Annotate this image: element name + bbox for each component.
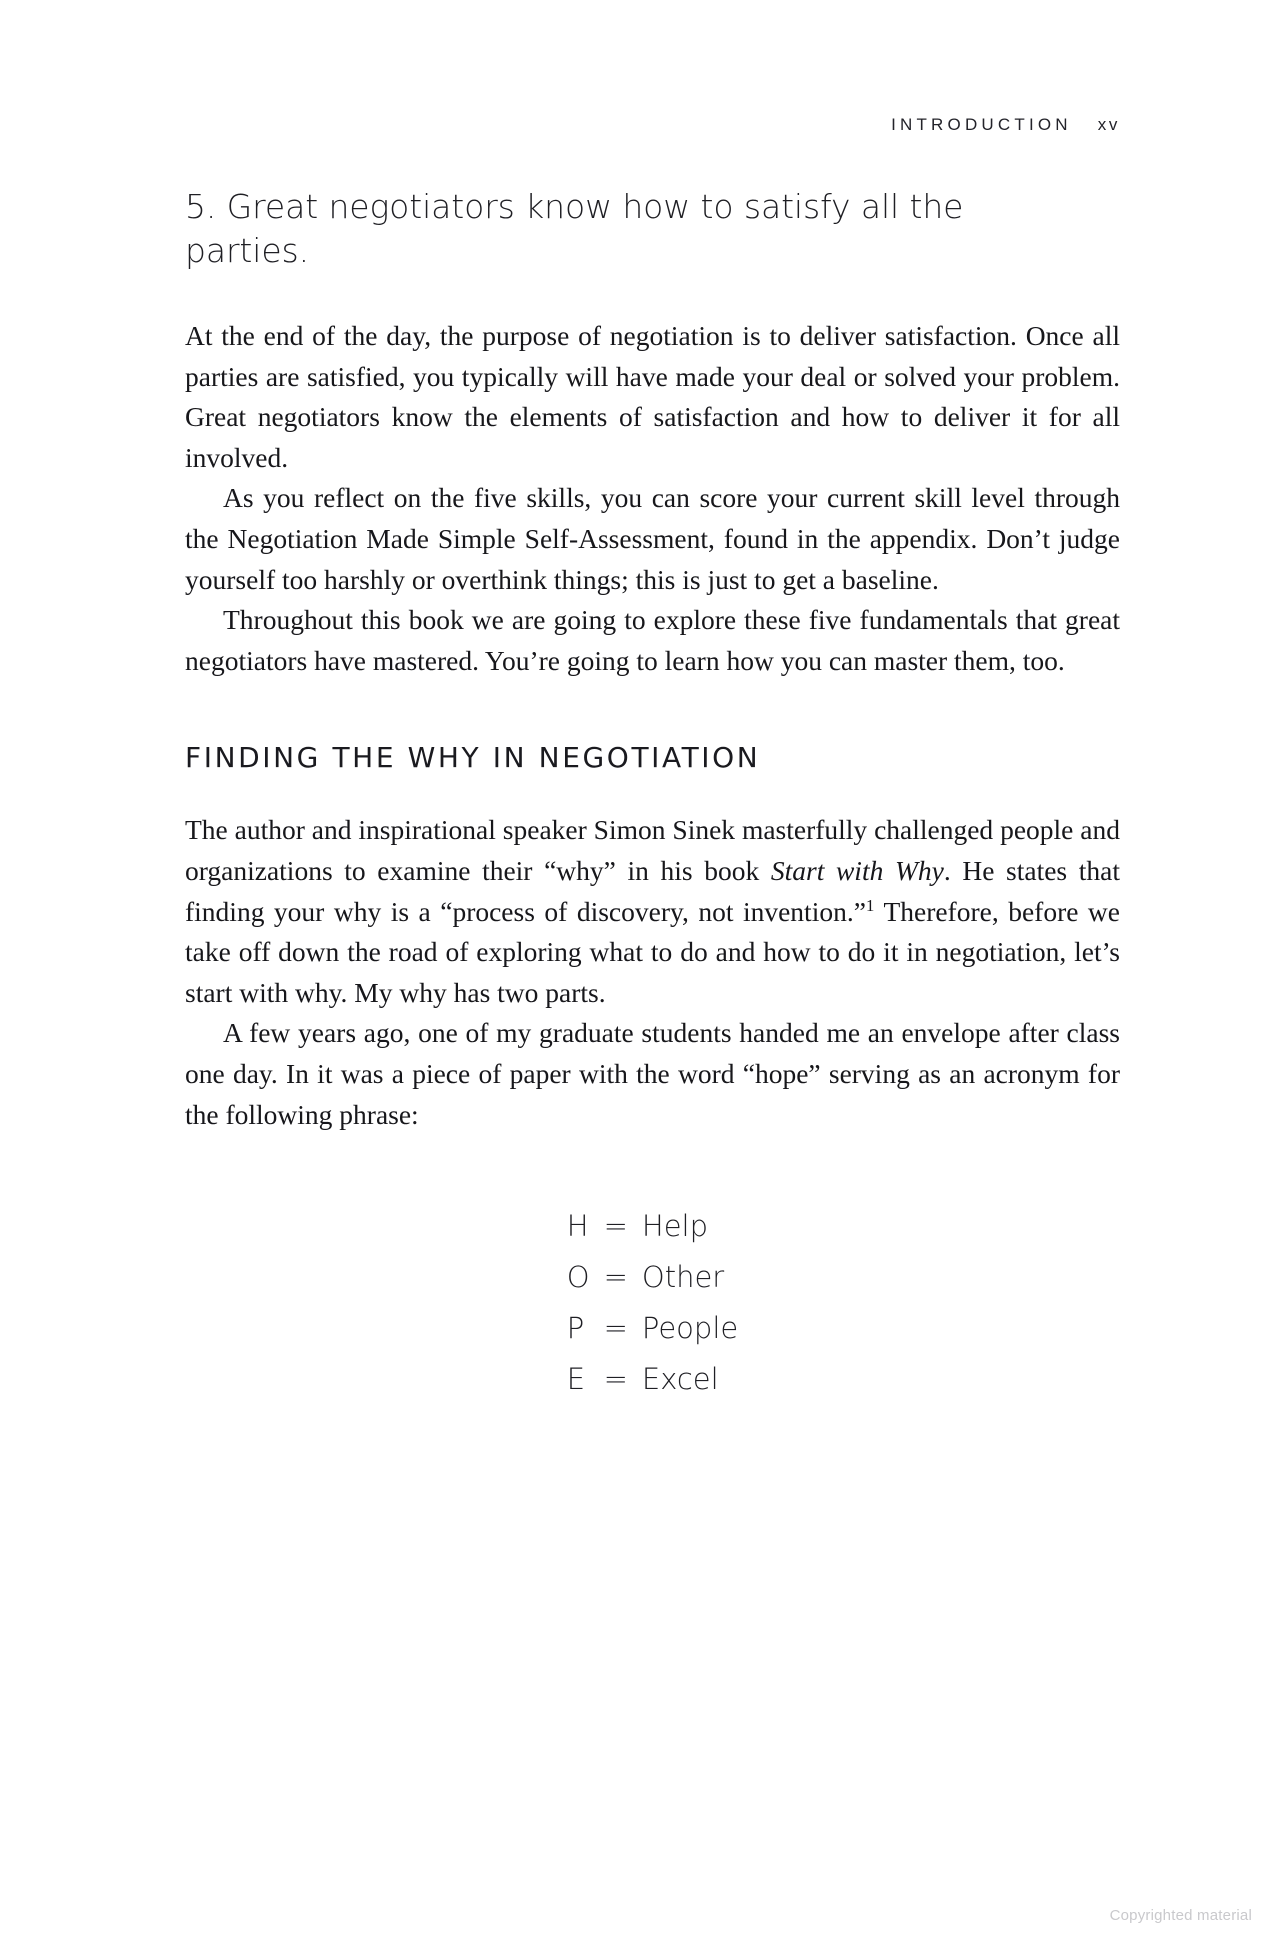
skill-heading: 5. Great negotiators know how to satisfy all the parties. (185, 187, 964, 270)
acronym-row (567, 1354, 739, 1405)
footnote-reference-marker: 1 (865, 895, 875, 915)
page-folio-number: xv (1097, 115, 1120, 134)
acronym-letter: E (566, 1362, 586, 1397)
running-header (185, 115, 1120, 135)
acronym-letter: P (566, 1311, 585, 1346)
paragraph-4-lead-text: The author and inspirational speaker Simon Sinek masterfully challenged people and organizations to examine their “why” in his book (185, 814, 1120, 887)
body-paragraph-1: At the end of the day, the purpose of negotiation is to deliver satisfaction. Once all parties are satisfied, you typically will have made your deal or solved your problem. Great negotiators know the elements of satisfaction and how to deliver it for all involved. (185, 320, 1120, 473)
acronym-equals-sign: = (603, 1209, 628, 1244)
body-paragraph-2: As you reflect on the five skills, you can score your current skill level through the Negotiation Made Simple Self-Assessment, found in the appendix. Don’t judge yourself too harshly or overthink things; this is just to get a baseline. (185, 482, 1120, 595)
book-title-italic: Start with Why (770, 855, 944, 887)
acronym-block (185, 1201, 1120, 1405)
body-paragraph-5: A few years ago, one of my graduate students handed me an envelope after class one day. In it was a piece of paper with the word “hope” serving as an acronym for the following phrase: (185, 1017, 1120, 1130)
copyrighted-material-note: Copyrighted material (1109, 1907, 1252, 1924)
acronym-word: People (641, 1311, 739, 1346)
body-paragraph-3: Throughout this book we are going to explore these five fundamentals that great negotiators have mastered. You’re going to learn how you can master them, too. (185, 604, 1120, 676)
acronym-equals-sign: = (603, 1362, 628, 1397)
acronym-word: Help (641, 1209, 709, 1244)
acronym-letter: H (566, 1209, 589, 1244)
acronym-equals-sign: = (603, 1260, 628, 1295)
acronym-row (567, 1303, 739, 1354)
acronym-equals-sign: = (603, 1311, 628, 1346)
acronym-word: Other (641, 1260, 725, 1295)
running-header-section-title: INTRODUCTION (891, 115, 1072, 134)
acronym-letter: O (566, 1260, 590, 1295)
acronym-word: Excel (641, 1362, 719, 1397)
section-heading: FINDING THE WHY IN NEGOTIATION (185, 741, 761, 775)
acronym-row (567, 1201, 739, 1252)
acronym-list (567, 1201, 739, 1405)
paragraph-4-mid-text: . He states that finding your why is a “process of discovery, not invention.” (185, 855, 1120, 927)
body-paragraph-4 (185, 810, 1120, 1013)
paragraph-4-tail-text: Therefore, before we take off down the road of exploring what to do and how to do it in negotiation, let’s start with why. My why has two parts. (185, 895, 1120, 1008)
acronym-row (567, 1252, 739, 1303)
page-content-column (185, 185, 1120, 1405)
